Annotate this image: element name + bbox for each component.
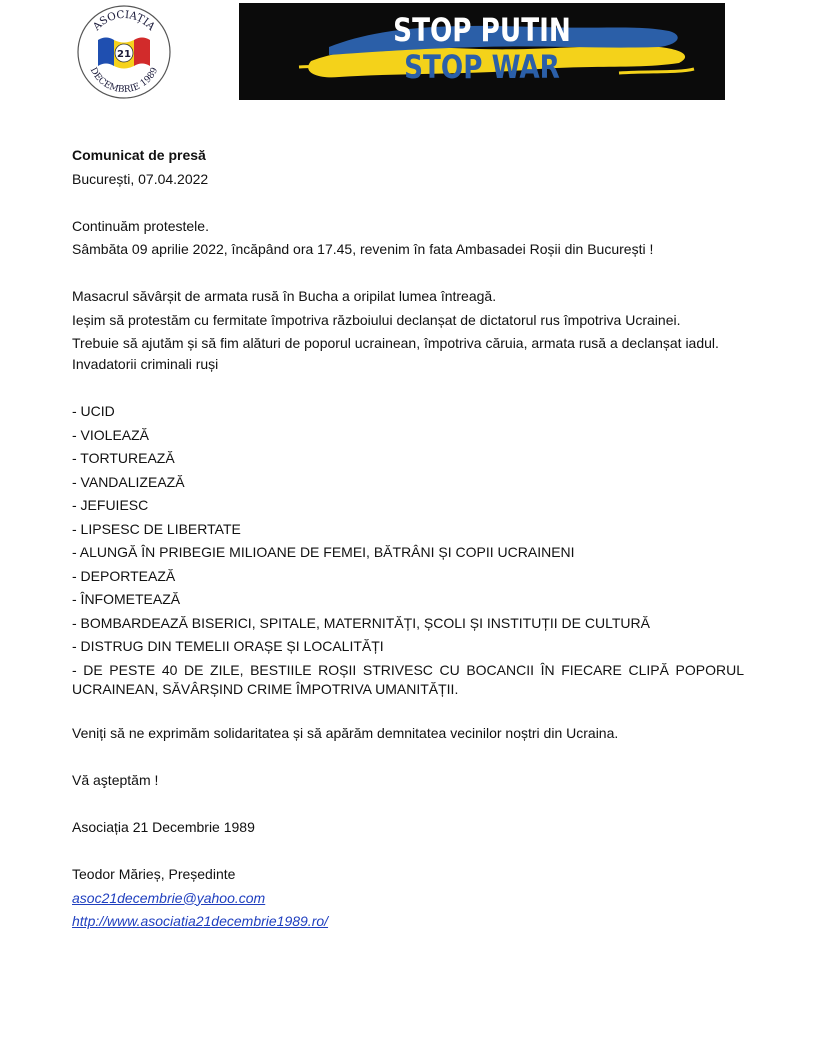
logo-arc-top: ASOCIAȚIA xyxy=(90,8,158,33)
list-item: - DEPORTEAZĂ xyxy=(72,567,176,584)
banner-line-2: STOP WAR xyxy=(404,48,560,86)
waiting-line: Vă aşteptăm ! xyxy=(72,772,159,788)
list-item: - BOMBARDEAZĂ BISERICI, SPITALE, MATERNITĂȚI, ȘCOLI ȘI INSTITUȚII DE CULTURĂ xyxy=(72,614,650,631)
email-link[interactable]: asoc21decembrie@yahoo.com xyxy=(72,889,266,906)
signer-line: Teodor Mărieș, Președinte xyxy=(72,866,236,882)
paragraph-1: Masacrul săvârșit de armata rusă în Bucha a oripilat lumea întreagă. xyxy=(72,288,497,304)
website-link[interactable]: http://www.asociatia21decembrie1989.ro/ xyxy=(72,913,329,929)
logo-arc-bottom: DECEMBRIE 1989 xyxy=(87,66,161,96)
stop-war-banner xyxy=(239,3,725,100)
press-release-body xyxy=(72,144,744,934)
logo-number: 21 xyxy=(117,49,131,60)
list-item: - ALUNGĂ ÎN PRIBEGIE MILIOANE DE FEMEI, BĂTRÂNI ȘI COPII UCRAINENI xyxy=(72,544,575,560)
banner-line-1: STOP PUTIN xyxy=(393,11,571,49)
organization-name: Asociația 21 Decembrie 1989 xyxy=(72,819,255,835)
list-item: - JEFUIESC xyxy=(72,497,149,513)
intro-line-1: Continuăm protestele. xyxy=(72,217,209,234)
date-line: București, 07.04.2022 xyxy=(72,170,209,187)
paragraph-2: Ieșim să protestăm cu fermitate împotriva războiului declanșat de dictatorul rus împotriva Ucrainei. xyxy=(72,311,681,328)
list-item: - UCID xyxy=(72,403,115,419)
paragraph-3: Trebuie să ajutăm și să fim alături de poporul ucrainean, împotriva căruia, armata rusă a declanșat iadul. xyxy=(72,335,719,351)
document-heading: Comunicat de presă xyxy=(72,147,206,163)
association-logo xyxy=(76,4,172,100)
list-item: - TORTUREAZĂ xyxy=(72,450,175,466)
list-item: - VIOLEAZĂ xyxy=(72,426,150,443)
solidarity-line: Veniți să ne exprimăm solidaritatea și să apărăm demnitatea vecinilor noștri din Ucraina. xyxy=(72,725,619,741)
list-item: - ÎNFOMETEAZĂ xyxy=(72,591,181,607)
paragraph-4: Invadatorii criminali ruși xyxy=(72,356,219,372)
atrocities-list xyxy=(72,400,744,699)
list-item: - DISTRUG DIN TEMELII ORAȘE ȘI LOCALITĂȚI xyxy=(72,638,384,654)
intro-line-2: Sâmbăta 09 aprilie 2022, încăpând ora 17.45, revenim în fata Ambasadei Roșii din București ! xyxy=(72,241,654,257)
list-item: - LIPSESC DE LIBERTATE xyxy=(72,520,241,537)
list-item: - DE PESTE 40 DE ZILE, BESTIILE ROȘII STRIVESC CU BOCANCII ÎN FIECARE CLIPĂ POPORUL UCRAINEAN, SĂVÂRȘIND CRIME ÎMPOTRIVA UMANITĂȚII. xyxy=(72,661,744,697)
list-item: - VANDALIZEAZĂ xyxy=(72,473,185,490)
